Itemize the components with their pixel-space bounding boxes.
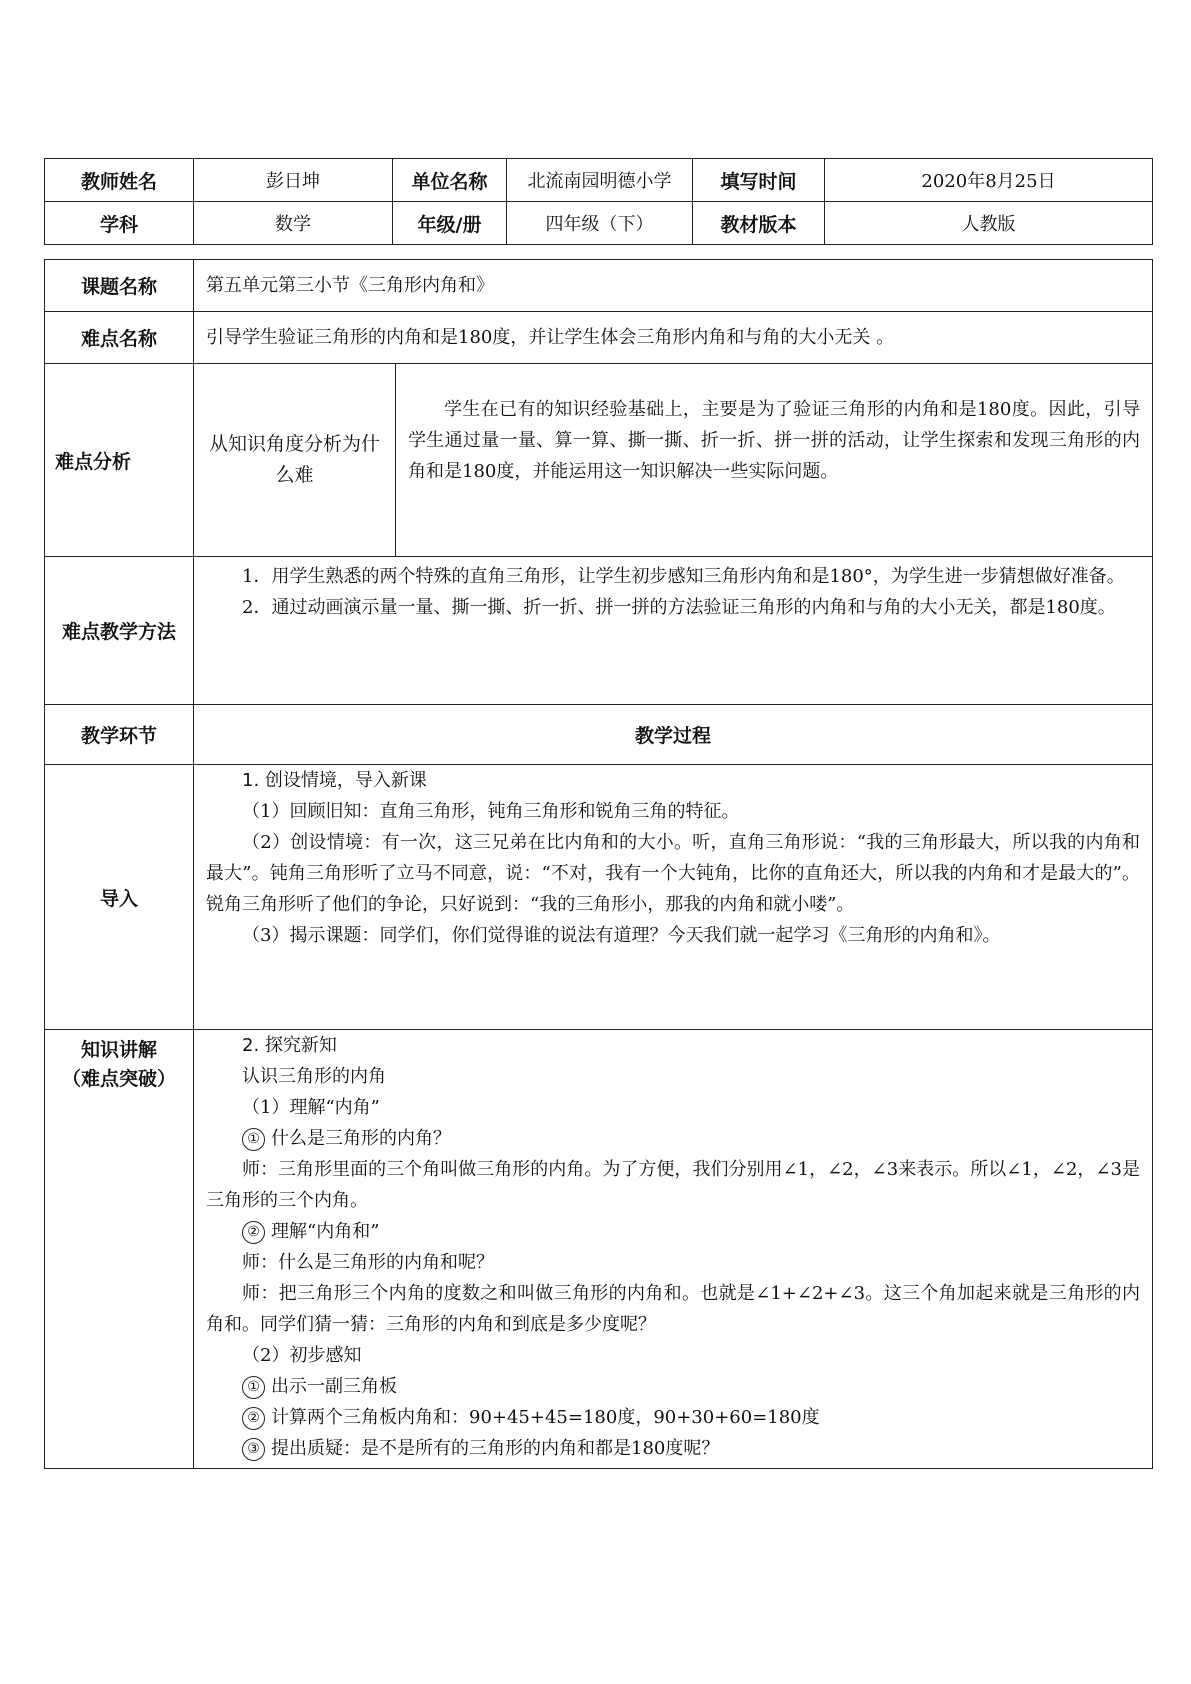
- difficulty-label: 难点名称: [45, 312, 194, 364]
- teacher-value: 彭日坤: [194, 159, 393, 202]
- knowledge-heading: 2. 探究新知: [242, 1035, 337, 1056]
- knowledge-line: 理解“内角和”: [271, 1221, 380, 1242]
- unit-value: 北流南园明德小学: [507, 159, 693, 202]
- knowledge-line: 什么是三角形的内角？: [271, 1128, 451, 1149]
- circled-number: ②: [242, 1221, 265, 1244]
- knowledge-line: 认识三角形的内角: [242, 1066, 386, 1087]
- method-item: 2．通过动画演示量一量、撕一撕、折一折、拼一拼的方法验证三角形的内角和与角的大小无关，都是180度。: [242, 597, 1116, 618]
- knowledge-line: （2）初步感知: [242, 1345, 362, 1366]
- knowledge-line: 提出质疑：是不是所有的三角形的内角和都是180度呢？: [271, 1438, 720, 1459]
- knowledge-line: 出示一副三角板: [271, 1376, 397, 1397]
- difficulty-value: 引导学生验证三角形的内角和是180度，并让学生体会三角形内角和与角的大小无关 。: [194, 312, 1153, 364]
- body-table: [44, 259, 1153, 1469]
- knowledge-line: 师：把三角形三个内角的度数之和叫做三角形的内角和。也就是∠1+∠2+∠3。这三个角加起来就是三角形的内角和。同学们猜一猜：三角形的内角和到底是多少度呢？: [206, 1283, 1140, 1335]
- subject-label: 学科: [45, 202, 194, 245]
- knowledge-label: 知识讲解: [80, 1039, 157, 1061]
- knowledge-line: 师：什么是三角形的内角和呢？: [242, 1252, 494, 1273]
- edition-label: 教材版本: [693, 202, 825, 245]
- analysis-text: 学生在已有的知识经验基础上，主要是为了验证三角形的内角和是180度。因此，引导学生通过量一量、算一算、撕一撕、折一折、拼一拼的活动，让学生探索和发现三角形的内角和是180度，并能运用这一知识解决一些实际问题。: [408, 399, 1140, 482]
- intro-label: 导入: [45, 765, 194, 1030]
- process-step-label: 教学环节: [45, 705, 194, 765]
- date-value: 2020年8月25日: [825, 159, 1153, 202]
- topic-label: 课题名称: [45, 260, 194, 312]
- knowledge-line: 计算两个三角板内角和：90+45+45=180度，90+30+60=180度: [271, 1407, 820, 1428]
- knowledge-line: 师：三角形里面的三个角叫做三角形的内角。为了方便，我们分别用∠1，∠2，∠3来表示。所以∠1，∠2，∠3是三角形的三个内角。: [206, 1159, 1140, 1211]
- circled-number: ③: [242, 1438, 265, 1461]
- circled-number: ①: [242, 1376, 265, 1399]
- circled-number: ①: [242, 1128, 265, 1151]
- intro-paragraph: （3）揭示课题：同学们，你们觉得谁的说法有道理？今天我们就一起学习《三角形的内角和》。: [242, 925, 1001, 946]
- analysis-label: 难点分析: [45, 364, 194, 557]
- intro-paragraph: （2）创设情境：有一次，这三兄弟在比内角和的大小。听，直角三角形说：“我的三角形最大，所以我的内角和最大”。钝角三角形听了立马不同意，说：“不对，我有一个大钝角，比你的直角还大，所以我的内角和才是最大的”。锐角三角形听了他们的争论，只好说到：“我的三角形小，那我的内角和就小喽”。: [206, 832, 1140, 915]
- edition-value: 人教版: [825, 202, 1153, 245]
- unit-label: 单位名称: [393, 159, 507, 202]
- method-label: 难点教学方法: [45, 557, 194, 705]
- analysis-sublabel: 从知识角度分析为什么难: [194, 364, 396, 557]
- teacher-label: 教师姓名: [45, 159, 194, 202]
- topic-value: 第五单元第三小节《三角形内角和》: [194, 260, 1153, 312]
- method-item: 1．用学生熟悉的两个特殊的直角三角形，让学生初步感知三角形内角和是180°，为学生进一步猜想做好准备。: [242, 566, 1125, 587]
- circled-number: ②: [242, 1407, 265, 1430]
- header-table: [44, 158, 1153, 245]
- intro-heading: 1. 创设情境，导入新课: [242, 770, 427, 791]
- date-label: 填写时间: [693, 159, 825, 202]
- subject-value: 数学: [194, 202, 393, 245]
- grade-value: 四年级（下）: [507, 202, 693, 245]
- grade-label: 年级/册: [393, 202, 507, 245]
- process-title: 教学过程: [194, 705, 1153, 765]
- intro-paragraph: （1）回顾旧知：直角三角形，钝角三角形和锐角三角的特征。: [242, 801, 740, 822]
- lesson-plan-sheet: [44, 158, 1152, 1469]
- knowledge-line: （1）理解“内角”: [242, 1097, 380, 1118]
- knowledge-sublabel: （难点突破）: [61, 1068, 176, 1090]
